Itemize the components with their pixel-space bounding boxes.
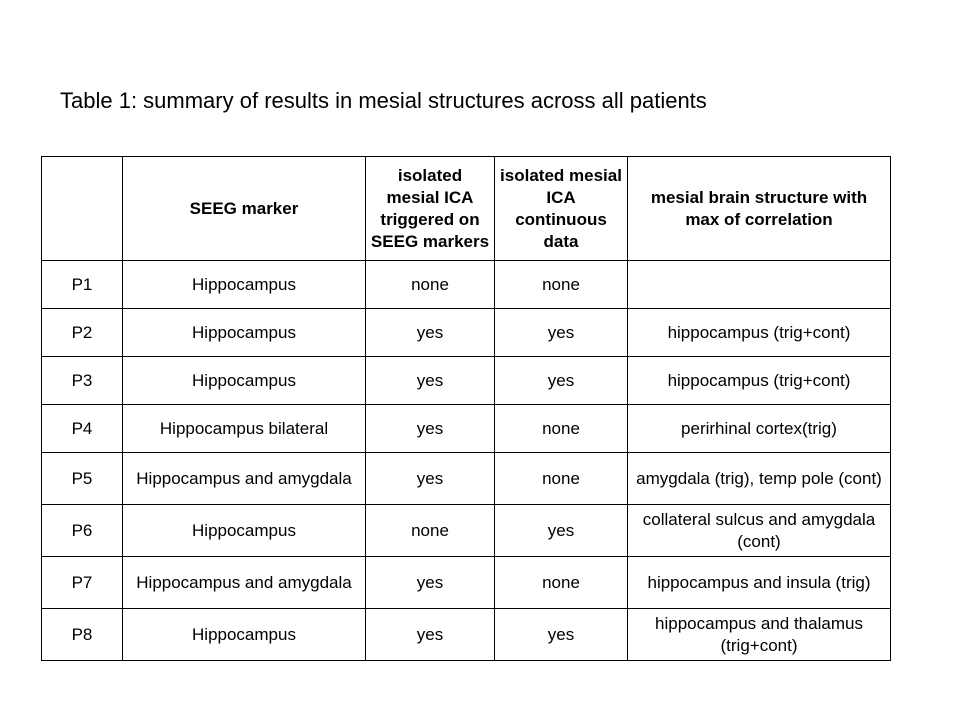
cell-seeg-marker: Hippocampus <box>123 357 366 405</box>
cell-ica-continuous: yes <box>495 357 628 405</box>
table-row <box>42 357 891 405</box>
header-cell-max-correlation: mesial brain structure with max of correlation <box>628 157 891 261</box>
cell-ica-triggered: none <box>366 505 495 557</box>
cell-ica-triggered: yes <box>366 405 495 453</box>
cell-ica-triggered: yes <box>366 357 495 405</box>
cell-max-correlation: hippocampus and thalamus (trig+cont) <box>628 609 891 661</box>
table-title: Table 1: summary of results in mesial structures across all patients <box>60 88 707 113</box>
cell-patient: P6 <box>42 505 123 557</box>
cell-seeg-marker: Hippocampus <box>123 505 366 557</box>
cell-max-correlation: hippocampus (trig+cont) <box>628 309 891 357</box>
table-row <box>42 261 891 309</box>
cell-patient: P3 <box>42 357 123 405</box>
table-row <box>42 405 891 453</box>
cell-ica-triggered: yes <box>366 453 495 505</box>
cell-ica-continuous: none <box>495 261 628 309</box>
cell-seeg-marker: Hippocampus <box>123 609 366 661</box>
table-row <box>42 609 891 661</box>
cell-patient: P8 <box>42 609 123 661</box>
cell-ica-continuous: none <box>495 453 628 505</box>
header-cell-ica-triggered: isolated mesial ICA triggered on SEEG markers <box>366 157 495 261</box>
cell-ica-continuous: yes <box>495 609 628 661</box>
table-row <box>42 557 891 609</box>
cell-patient: P1 <box>42 261 123 309</box>
cell-max-correlation: amygdala (trig), temp pole (cont) <box>628 453 891 505</box>
cell-ica-continuous: none <box>495 405 628 453</box>
cell-patient: P2 <box>42 309 123 357</box>
cell-max-correlation: perirhinal cortex(trig) <box>628 405 891 453</box>
header-cell-patient <box>42 157 123 261</box>
cell-ica-triggered: none <box>366 261 495 309</box>
table-row <box>42 505 891 557</box>
cell-patient: P5 <box>42 453 123 505</box>
table-row <box>42 309 891 357</box>
cell-seeg-marker: Hippocampus and amygdala <box>123 557 366 609</box>
cell-seeg-marker: Hippocampus <box>123 261 366 309</box>
cell-ica-continuous: none <box>495 557 628 609</box>
cell-max-correlation: hippocampus (trig+cont) <box>628 357 891 405</box>
header-cell-ica-continuous: isolated mesial ICA continuous data <box>495 157 628 261</box>
cell-ica-continuous: yes <box>495 309 628 357</box>
header-cell-seeg-marker: SEEG marker <box>123 157 366 261</box>
header-row <box>42 157 891 261</box>
cell-seeg-marker: Hippocampus bilateral <box>123 405 366 453</box>
cell-seeg-marker: Hippocampus and amygdala <box>123 453 366 505</box>
cell-patient: P7 <box>42 557 123 609</box>
table-row <box>42 453 891 505</box>
cell-ica-triggered: yes <box>366 609 495 661</box>
cell-seeg-marker: Hippocampus <box>123 309 366 357</box>
cell-ica-triggered: yes <box>366 557 495 609</box>
cell-max-correlation: hippocampus and insula (trig) <box>628 557 891 609</box>
cell-max-correlation: collateral sulcus and amygdala (cont) <box>628 505 891 557</box>
cell-max-correlation <box>628 261 891 309</box>
results-table <box>41 156 891 661</box>
cell-ica-triggered: yes <box>366 309 495 357</box>
cell-patient: P4 <box>42 405 123 453</box>
cell-ica-continuous: yes <box>495 505 628 557</box>
